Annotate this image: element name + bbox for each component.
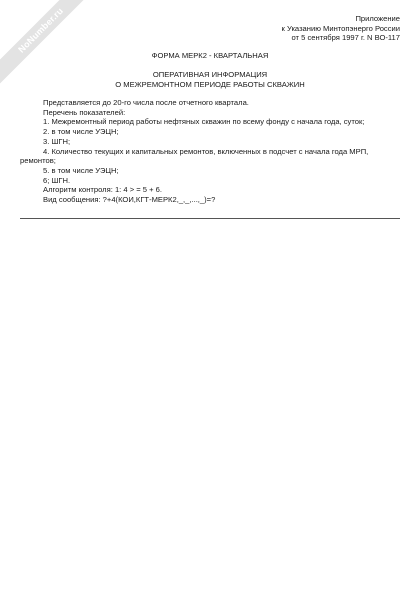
- indicator-item-5: 5. в том числе УЭЦН;: [43, 166, 119, 176]
- appendix-date: от 5 сентября 1997 г. N ВО-117: [291, 33, 400, 43]
- appendix-header: [180, 14, 400, 43]
- appendix-reference: к Указанию Минтопэнерго России: [281, 23, 400, 33]
- indicator-item-1: 1. Межремонтный период работы нефтяных скважин по всему фонду с начала года, суток;: [43, 117, 365, 127]
- document-title: [0, 70, 420, 89]
- appendix-label: Приложение: [355, 14, 400, 23]
- control-algorithm: Алгоритм контроля: 1: 4 > = 5 + 6.: [43, 185, 163, 195]
- document-title-line-2: О МЕЖРЕМОНТНОМ ПЕРИОДЕ РАБОТЫ СКВАЖИН: [115, 79, 305, 89]
- document-title-line-1: ОПЕРАТИВНАЯ ИНФОРМАЦИЯ: [152, 70, 268, 79]
- indicator-item-3: 3. ШГН;: [43, 136, 71, 146]
- submission-note: Представляется до 20-го числа после отчетного квартала.: [43, 98, 249, 107]
- document-body: [20, 98, 398, 205]
- horizontal-divider: [20, 218, 400, 219]
- watermark: NoNumber.ru: [0, 0, 100, 90]
- indicator-list-title: Перечень показателей:: [43, 107, 126, 117]
- form-title: ФОРМА МЕРК2 - КВАРТАЛЬНАЯ: [151, 51, 269, 60]
- indicator-item-6: 6; ШГН.: [43, 175, 71, 185]
- indicator-item-2: 2. в том числе УЭЦН;: [43, 127, 119, 137]
- indicator-item-4: 4. Количество текущих и капитальных ремонтов, включенных в подсчет с начала года МРП, ремонтов;: [20, 146, 369, 166]
- message-format: Вид сообщения: ?+4(КОИ,КГТ-МЕРК2,_,_,...,_)=?: [43, 195, 216, 205]
